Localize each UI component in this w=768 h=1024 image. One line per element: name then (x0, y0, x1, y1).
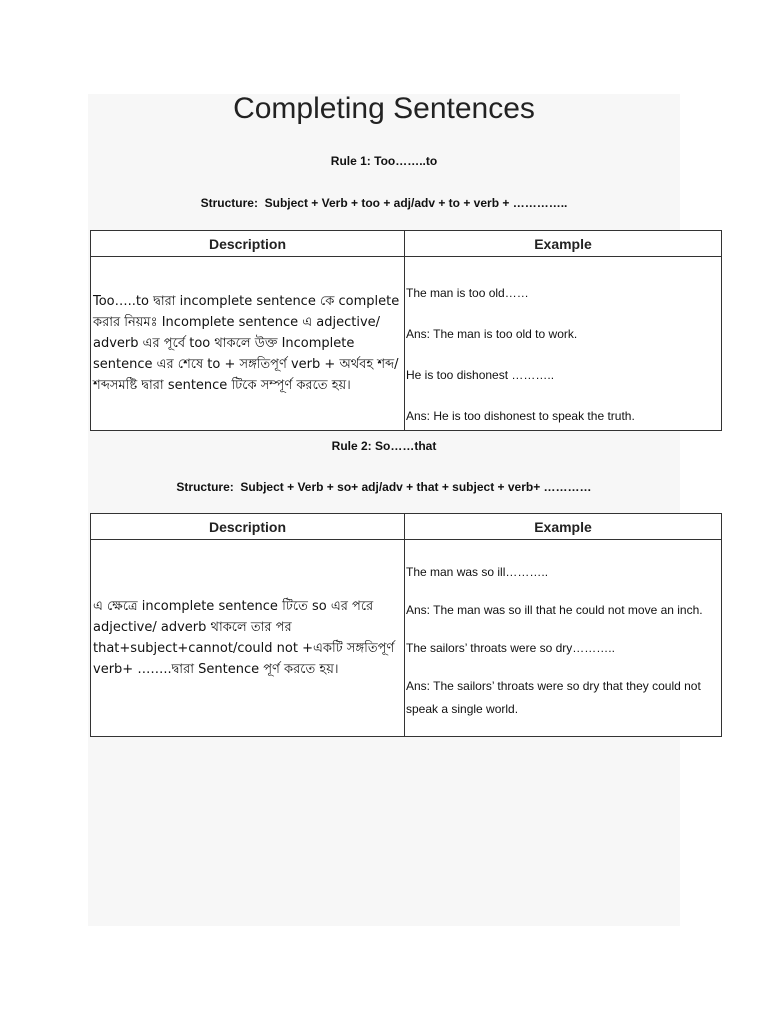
example-header: Example (405, 514, 722, 540)
example-answer: Ans: He is too dishonest to speak the truth. (406, 409, 635, 423)
example-header: Example (405, 231, 722, 257)
description-cell (91, 540, 405, 737)
description-text: Too…..to দ্বারা incomplete sentence কে complete করার নিয়মঃ Incomplete sentence এ adjective/ adverb এর পূর্বে too থাকলে উক্ত Incomplete sentence এর শেষে to + সঙ্গতিপূর্ণ verb + অর্থবহ শব্দ/শব্দসমষ্টি দ্বারা sentence টিকে সম্পূর্ণ করতে হয়। (93, 294, 400, 393)
rule-1-structure: Structure: Subject + Verb + too + adj/adv + to + verb + ………….. (200, 196, 568, 210)
table-header-row (91, 514, 722, 540)
description-header: Description (91, 231, 405, 257)
rule-2-label: Rule 2: So……that (331, 439, 437, 453)
table-row (91, 257, 722, 431)
example-question: The man was so ill……….. (406, 564, 549, 579)
example-cell (405, 540, 722, 737)
rule-2-table (90, 513, 722, 737)
example-cell (405, 257, 722, 431)
description-header: Description (91, 514, 405, 540)
rule-2-structure: Structure: Subject + Verb + so+ adj/adv + that + subject + verb+ ………… (176, 480, 592, 494)
rule-1-label: Rule 1: Too……..to (330, 154, 438, 168)
table-row (91, 540, 722, 737)
example-answer: Ans: The man is too old to work. (406, 327, 578, 341)
page-background (88, 94, 680, 926)
description-text: এ ক্ষেত্রে incomplete sentence টিতে so এর পরে adjective/ adverb থাকলে তার পর that+subject+cannot/could not +একটি সঙ্গতিপূর্ণ verb+ ……..দ্বারা Sentence পূর্ণ করতে হয়। (93, 599, 395, 677)
example-answer: Ans: The sailors’ throats were so dry that they could not speak a single world. (406, 678, 701, 716)
example-question: The sailors’ throats were so dry……….. (406, 640, 615, 655)
table-header-row (91, 231, 722, 257)
example-question: The man is too old…… (406, 286, 529, 300)
example-question: He is too dishonest ……….. (406, 368, 555, 382)
description-cell (91, 257, 405, 431)
page-title: Completing Sentences (233, 92, 535, 125)
rule-1-table (90, 230, 722, 431)
example-answer: Ans: The man was so ill that he could not move an inch. (406, 602, 703, 617)
